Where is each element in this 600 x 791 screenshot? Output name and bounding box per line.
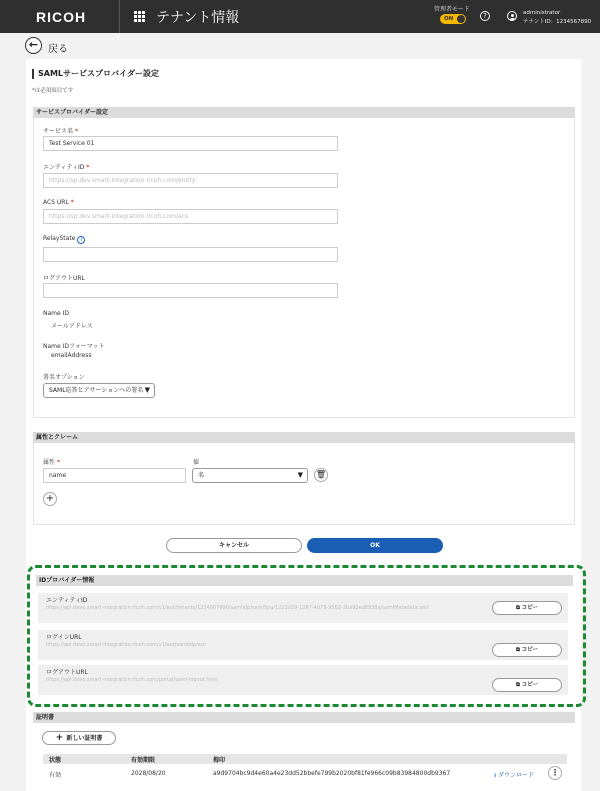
user-name: administrator (523, 10, 561, 16)
copy-entity-id-button[interactable] (492, 601, 562, 615)
name-id-format-label: Name IDフォーマット (43, 343, 105, 350)
new-cert-label: 新しい証明書 (66, 735, 103, 742)
col-status: 状態 (49, 757, 62, 764)
user-icon[interactable] (507, 11, 517, 21)
app-title: テナント情報 (156, 10, 240, 26)
signing-option-label: 署名オプション (43, 374, 85, 381)
plus-icon: + (55, 733, 67, 743)
signing-option-value: SAML応答とアサーションへの署名 (49, 387, 144, 394)
col-thumbprint: 拇印 (213, 757, 226, 764)
col-expiry: 有効期限 (131, 757, 156, 764)
service-name-input[interactable]: Test Service 01 (43, 136, 338, 151)
idp-logout-url-value: https://api.devo.smart-integration.ricoh.com/portal/saml-logout.html (46, 677, 218, 683)
name-id-format-value: emailAddress (51, 352, 92, 359)
value-select[interactable] (192, 468, 308, 483)
acs-url-input[interactable]: https://sp.dev.smart-integration.ricoh.com/acs (43, 209, 338, 224)
download-link[interactable] (494, 770, 534, 781)
cert-status: 有効 (49, 772, 62, 779)
divider (119, 0, 120, 33)
idp-entity-id-label: エンティティID (46, 597, 88, 604)
download-icon: ⭳ (494, 772, 499, 779)
idp-section-header: IDプロバイダー情報 (36, 575, 573, 586)
idp-entity-id-row (38, 593, 568, 623)
value-label: 値 (193, 459, 200, 466)
back-arrow-icon[interactable]: ← (25, 37, 42, 54)
page-title: SAMLサービスプロバイダー設定 (32, 69, 159, 79)
attribute-input[interactable]: name (43, 468, 186, 483)
ok-button[interactable]: OK (307, 538, 443, 553)
sp-section-header: サービスプロバイダー設定 (33, 107, 575, 118)
toggle-knob (457, 15, 465, 23)
copy-label: コピー (521, 682, 539, 688)
copy-icon: ⧉ (515, 605, 522, 611)
admin-mode-toggle[interactable] (440, 14, 466, 24)
idp-logout-url-label: ログアウトURL (46, 669, 88, 676)
value-select-value: 名 (198, 472, 205, 479)
required-note: *は必須項目です (32, 88, 74, 94)
add-attribute-plus-icon[interactable]: + (43, 492, 57, 506)
copy-icon: ⧉ (515, 682, 522, 688)
cert-expiry: 2028/08/20 (131, 770, 166, 777)
relay-state-input[interactable] (43, 247, 338, 262)
idp-login-url-label: ログインURL (46, 634, 82, 641)
cert-section-header: 証明書 (33, 712, 575, 723)
copy-label: コピー (521, 605, 539, 611)
idp-entity-id-value: https://api.devo.smart-integration.ricoh.com/v1/aut/tenants/1234567890/samlidp/samlSpu/1223d29-1287-4d79-9562-2ba92ed8938a/samlMetadata.xml (46, 605, 429, 611)
copy-icon: ⧉ (515, 647, 522, 653)
signing-option-select[interactable] (43, 383, 155, 398)
sp-section-body (33, 118, 575, 418)
acs-url-label: ACS URL * (43, 199, 74, 206)
toggle-state: ON (444, 16, 454, 22)
attr-section-body (33, 443, 575, 525)
service-name-label: サービス名 * (43, 128, 78, 135)
relay-state-label: RelayState i (43, 235, 85, 244)
caret-down-icon: ▼ (297, 471, 303, 479)
info-icon[interactable]: i (77, 236, 85, 244)
help-circle-icon[interactable]: ? (480, 11, 490, 21)
cancel-button[interactable]: キャンセル (166, 538, 302, 553)
cert-thumbprint: a9d9704bc9d4e60a4e23dd52bbefe799b2020bf81fe966c09b83984800db9367 (213, 770, 451, 777)
copy-login-url-button[interactable] (492, 643, 562, 657)
back-link[interactable]: 戻る (48, 44, 68, 55)
logout-url-label: ログアウトURL (43, 275, 85, 282)
entity-id-input[interactable]: https://sp.dev.smart-integration.ricoh.com/entity (43, 173, 338, 188)
tenant-id: テナントID：1234567890 (523, 19, 592, 25)
apps-grid-icon[interactable] (134, 11, 145, 22)
more-options-icon[interactable]: ⋮ (548, 766, 562, 780)
caret-down-icon: ▼ (144, 386, 150, 394)
idp-logout-url-row (38, 665, 568, 695)
idp-login-url-row (38, 630, 568, 660)
logout-url-input[interactable] (43, 283, 338, 298)
name-id-label: Name ID (43, 310, 69, 317)
trash-icon[interactable]: 🗑 (314, 468, 328, 482)
copy-logout-url-button[interactable] (492, 678, 562, 692)
ricoh-logo: RICOH (36, 9, 87, 25)
admin-mode-label: 管理者モード (434, 6, 470, 13)
download-label: ダウンロード (498, 772, 535, 779)
entity-id-label: エンティティID * (43, 164, 90, 171)
new-certificate-button[interactable] (42, 731, 116, 745)
name-id-value: メールアドレス (51, 323, 93, 330)
attribute-label: 属性 * (43, 459, 60, 466)
idp-login-url-value: https://api.devo.smart-integration.ricoh.com/v1/aut/samlidp/sso (46, 642, 207, 648)
copy-label: コピー (521, 647, 539, 653)
top-bar (0, 0, 600, 33)
attr-section-header: 属性とクレーム (33, 432, 575, 443)
cert-table-header (43, 754, 567, 764)
